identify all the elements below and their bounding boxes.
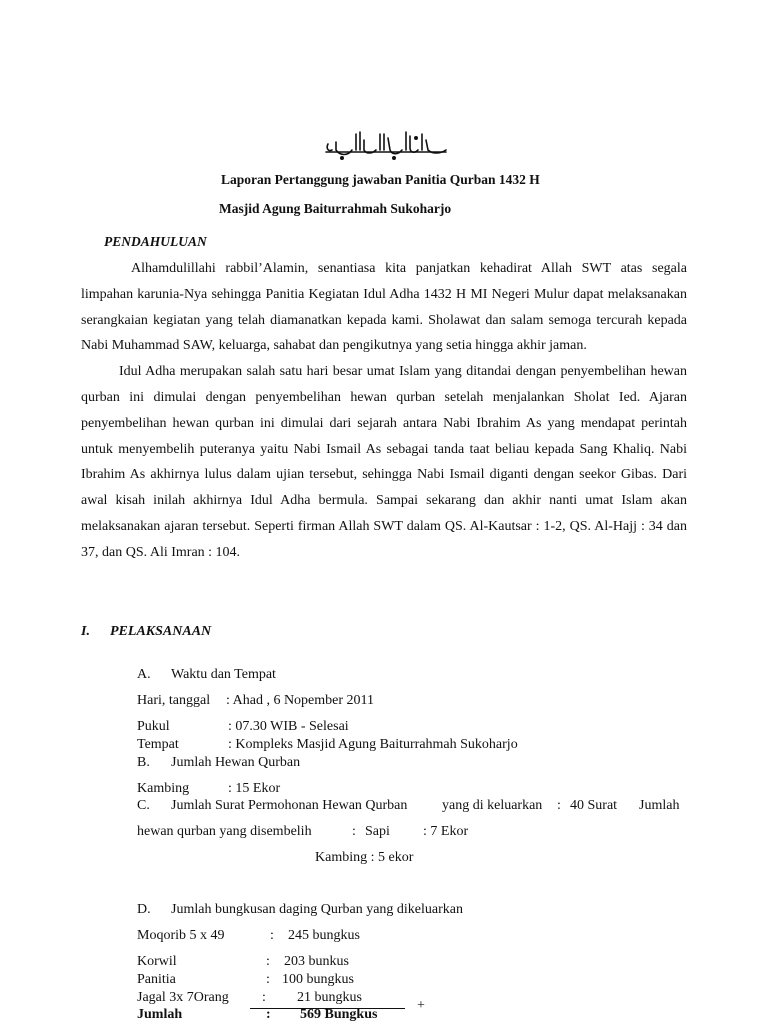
- c-kambing-line: Kambing : 5 ekor: [315, 850, 414, 865]
- intro-paragraph-2: Idul Adha merupakan salah satu hari besar umat Islam yang ditandai dengan penyembelihan hewan qurban ini dimulai dengan penyembelihan hewan qurban setelah menjalankan Sholat Ied. Ajaran penyembelihan hewan qurban ini dimulai dari sejarah antara Nabi Ibrahim As yang mendapat perintah untuk menyembelih puteranya yaitu Nabi Ismail As sebagai tanda taat beliau kepada Sang Khaliq. Nabi Ibrahim As akhirnya lulus dalam ujian tersebut, sehingga Nabi Ismail diganti dengan seekor Gibas. Dari awal kisah inilah akhirnya Idul Adha bermula. Sampai sekarang dan akhir nanti umat Islam akan melaksanakan ajaran tersebut. Seperti firman Allah SWT dalam QS. Al-Kautsar : 1-2, QS. Al-Hajj : 34 dan 37, dan QS. Ali Imran : 104.: [81, 364, 687, 560]
- sum-plus: +: [417, 998, 425, 1013]
- item-c-letter: C.: [137, 798, 150, 813]
- item-d-label: Jumlah bungkusan daging Qurban yang dikeluarkan: [171, 902, 463, 917]
- item-c-line2: hewan qurban yang disembelih: [137, 824, 312, 839]
- intro-heading: PENDAHULUAN: [104, 234, 207, 249]
- korwil-label: Korwil: [137, 954, 177, 969]
- item-c-tail: Jumlah: [639, 798, 680, 813]
- item-c-value: 40 Surat: [570, 798, 618, 813]
- item-c-label2: yang di keluarkan: [442, 798, 543, 813]
- moqorib-colon: :: [270, 928, 274, 943]
- mosque-title: Masjid Agung Baiturrahmah Sukoharjo: [219, 201, 452, 216]
- item-a-label: Waktu dan Tempat: [171, 667, 276, 682]
- intro-paragraph-1: Alhamdulillahi rabbil’Alamin, senantiasa kita panjatkan kehadirat Allah SWT atas segala limpahan karunia-Nya sehingga Panitia Kegiatan Idul Adha 1432 H MI Negeri Mulur dapat melaksanakan serangkaian kegiatan yang telah diamanatkan kepada kami. Sholawat dan salam semoga tercurah kepada Nabi Muhammad SAW, keluarga, sahabat dan pengikutnya yang setia hingga akhir jaman.: [81, 261, 687, 354]
- total-label: Jumlah: [137, 1007, 183, 1022]
- item-c-label: Jumlah Surat Permohonan Hewan Qurban: [171, 798, 408, 813]
- panitia-label: Panitia: [137, 972, 176, 987]
- korwil-colon: :: [266, 954, 270, 969]
- item-c-line2-colon: :: [352, 824, 356, 839]
- kambing-label: Kambing: [137, 781, 190, 796]
- item-c-colon: :: [557, 798, 561, 813]
- moqorib-value: 245 bungkus: [288, 928, 360, 943]
- jagal-value: 21 bungkus: [297, 990, 362, 1005]
- pukul-label: Pukul: [137, 719, 170, 734]
- pukul-value: : 07.30 WIB - Selesai: [228, 719, 349, 734]
- section-heading: PELAKSANAAN: [110, 624, 212, 639]
- tempat-value: : Kompleks Masjid Agung Baiturrahmah Sukoharjo: [228, 737, 518, 752]
- item-b-label: Jumlah Hewan Qurban: [171, 755, 301, 770]
- jagal-label: Jagal 3x 7Orang: [137, 990, 229, 1005]
- section-number: I.: [81, 624, 90, 639]
- panitia-value: 100 bungkus: [282, 972, 354, 987]
- sapi-label: Sapi: [365, 824, 390, 839]
- item-d-letter: D.: [137, 902, 151, 917]
- report-title: Laporan Pertanggung jawaban Panitia Qurban 1432 H: [221, 172, 540, 187]
- moqorib-label: Moqorib 5 x 49: [137, 928, 225, 943]
- bismillah-calligraphy-icon: [322, 128, 450, 162]
- intro-body: [81, 256, 687, 566]
- total-colon: :: [266, 1007, 271, 1022]
- hari-value: : Ahad , 6 Nopember 2011: [226, 693, 375, 708]
- total-value: 569 Bungkus: [300, 1007, 378, 1022]
- jagal-colon: :: [262, 990, 266, 1005]
- item-b-letter: B.: [137, 755, 150, 770]
- item-a-letter: A.: [137, 667, 151, 682]
- bismillah-calligraphy: [322, 128, 450, 162]
- korwil-value: 203 bunkus: [284, 954, 349, 969]
- kambing-value: : 15 Ekor: [228, 781, 281, 796]
- panitia-colon: :: [266, 972, 270, 987]
- hari-label: Hari, tanggal: [137, 693, 211, 708]
- tempat-label: Tempat: [137, 737, 179, 752]
- sapi-value: : 7 Ekor: [423, 824, 469, 839]
